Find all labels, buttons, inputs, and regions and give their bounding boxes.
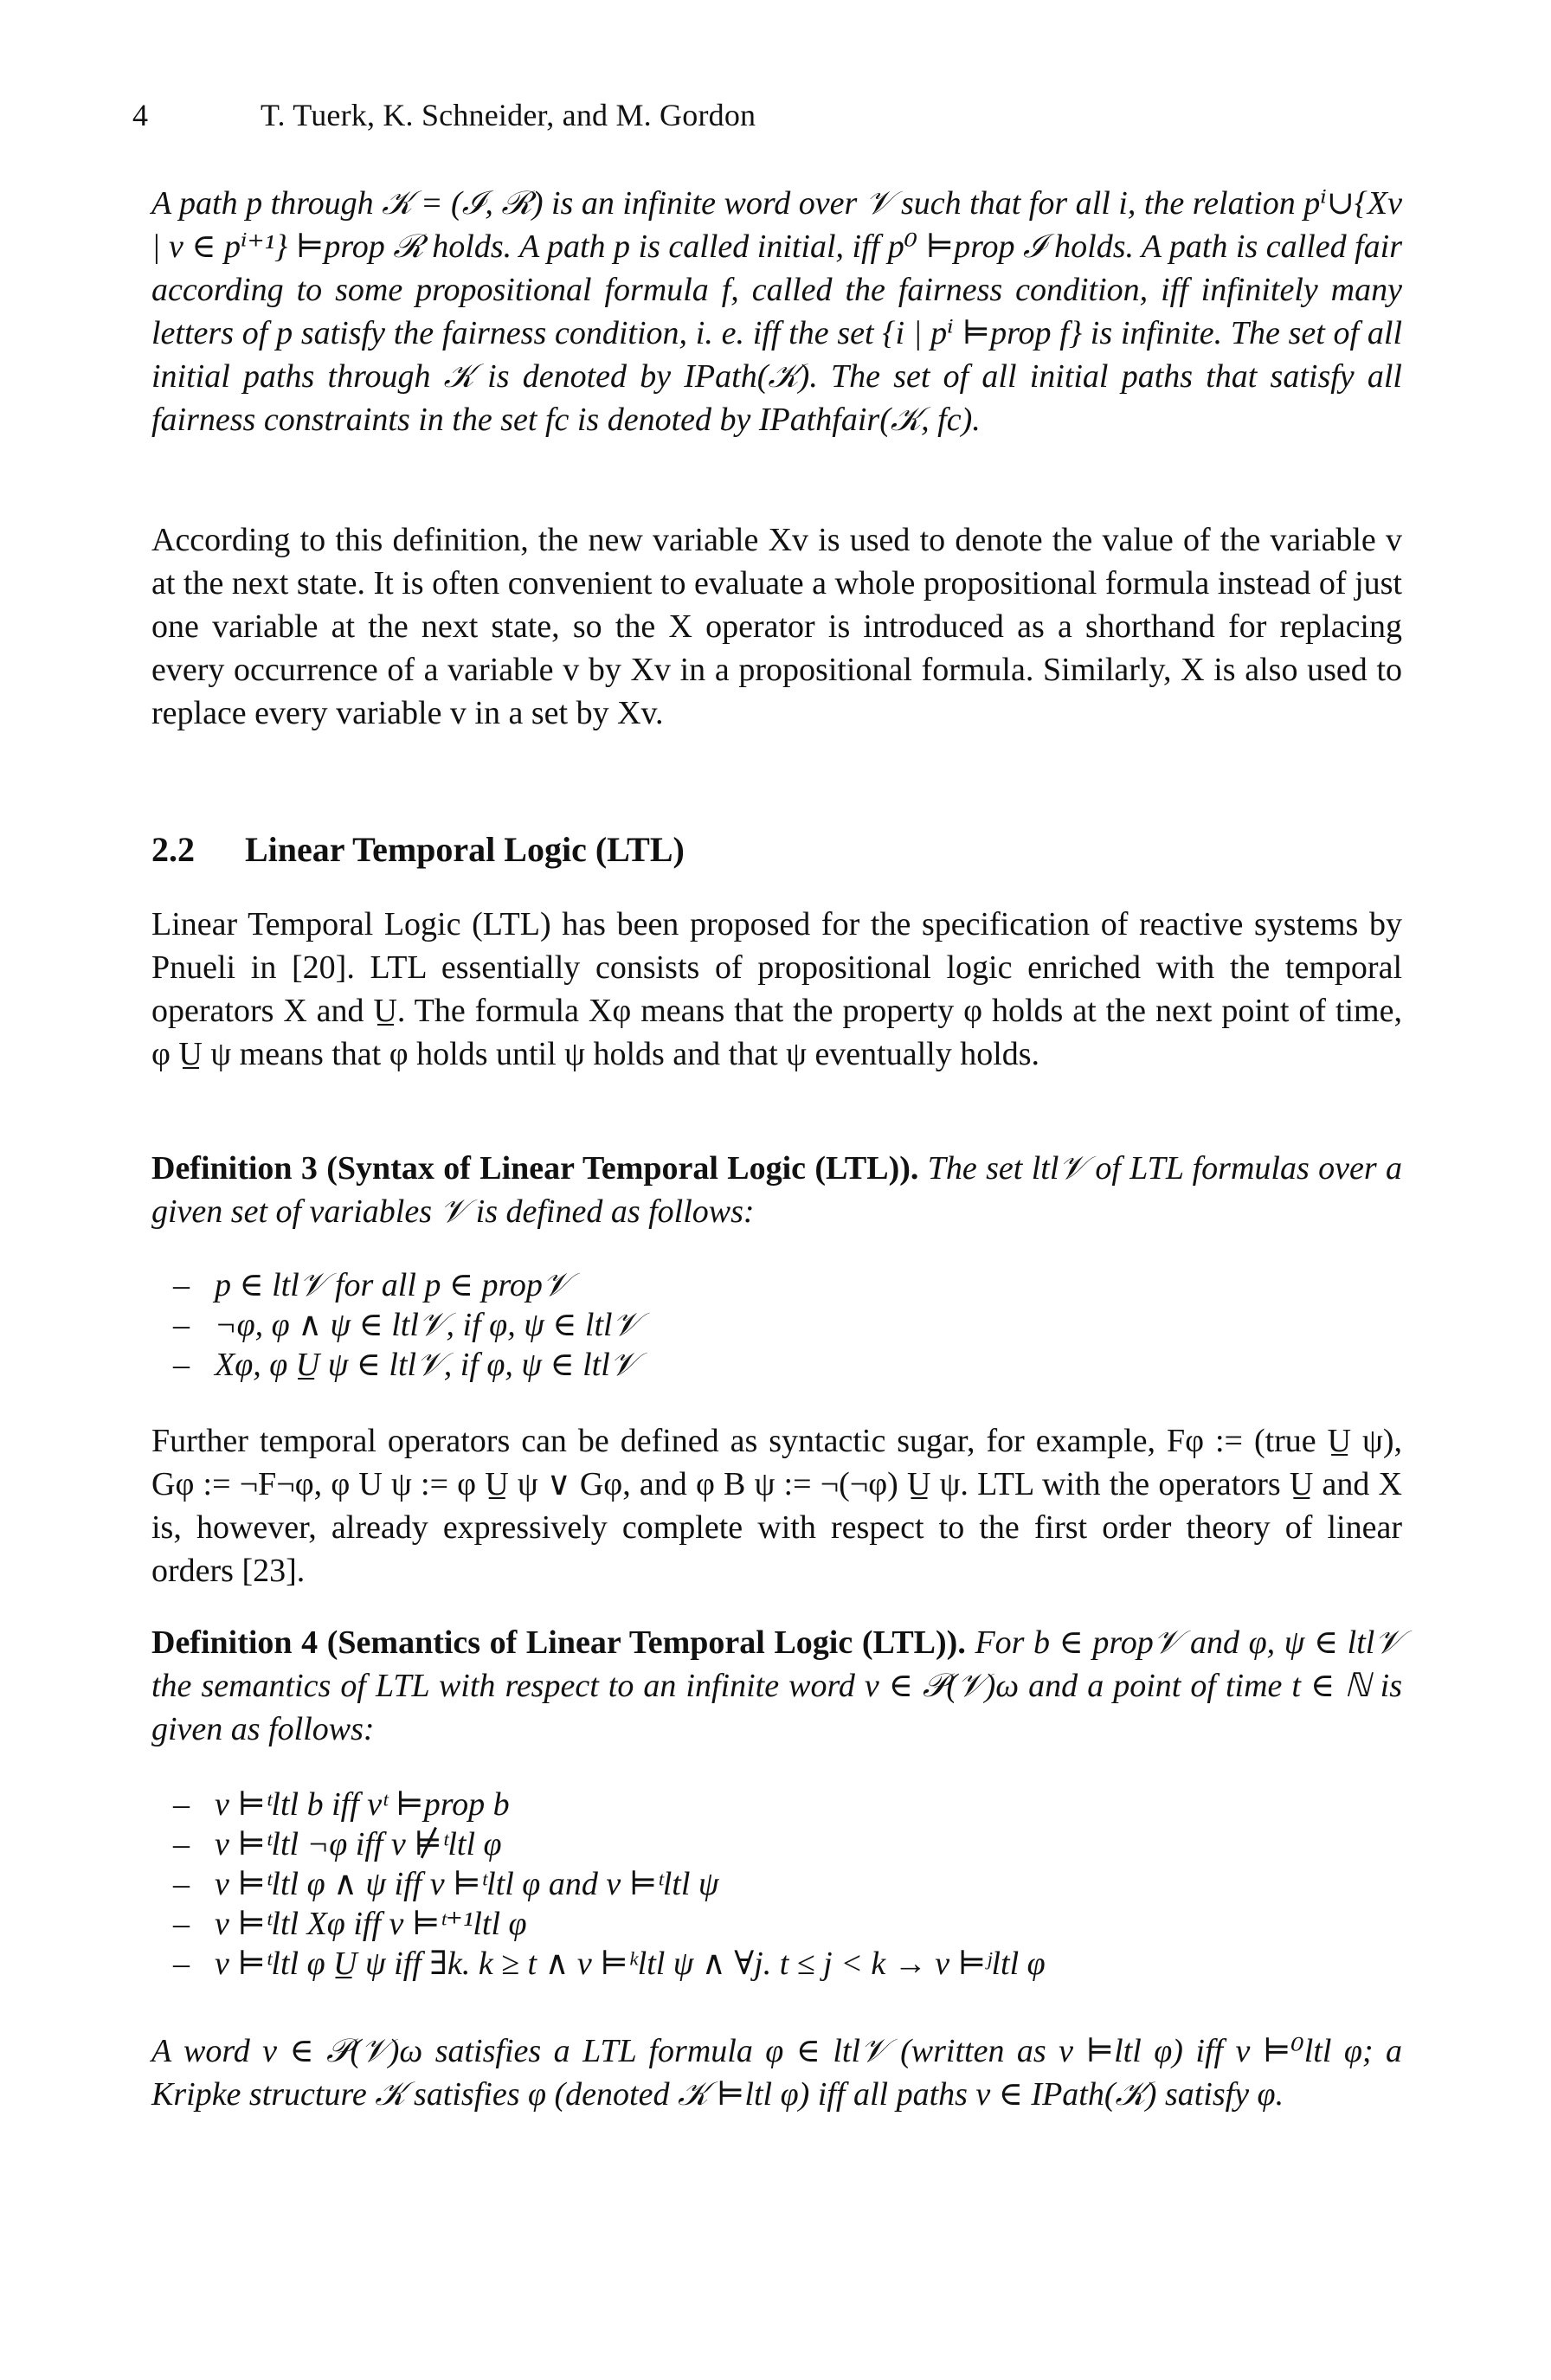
- definition-4-list: [173, 1785, 1046, 1984]
- list-item: – ¬φ, φ ∧ ψ ∈ ltl𝒱, if φ, ψ ∈ ltl𝒱: [173, 1307, 640, 1343]
- definition-3-body: The set ltl𝒱 of LTL formulas over a given set of variables 𝒱 is defined as follows:: [151, 1150, 1402, 1230]
- definition-path-text: A path p through 𝒦 = (ℐ, ℛ) is an infinite word over 𝒱 such that for all i, the relation pⁱ∪{Xv | v ∈ pⁱ⁺¹} ⊨prop ℛ holds. A path p is called initial, iff p⁰ ⊨prop ℐ holds. A path is called fair according to some propositional formula f, called the fairness condition, iff infinitely many letters of p satisfy the fairness condition, i. e. iff the set {i | pⁱ ⊨prop f} is infinite. The set of all initial paths through 𝒦 is denoted by IPath(𝒦). The set of all initial paths that satisfy all fairness constraints in the set fc is denoted by IPathfair(𝒦, fc).: [151, 185, 1402, 438]
- running-header: [132, 97, 756, 133]
- header-authors: T. Tuerk, K. Schneider, and M. Gordon: [261, 98, 756, 132]
- definition-3: [151, 1147, 1402, 1233]
- definition-4: [151, 1621, 1402, 1751]
- section-title: Linear Temporal Logic (LTL): [245, 830, 685, 869]
- list-item: – p ∈ ltl𝒱 for all p ∈ prop𝒱: [173, 1267, 570, 1303]
- page-number: 4: [132, 98, 149, 132]
- list-item: – v ⊨ᵗltl Xφ iff v ⊨ᵗ⁺¹ltl φ: [173, 1906, 527, 1942]
- paragraph-syntactic-sugar: Further temporal operators can be defined as syntactic sugar, for example, Fφ := (true U̲ ψ), Gφ := ¬F¬φ, φ U ψ := φ U̲ ψ ∨ Gφ, and φ B ψ := ¬(¬φ) U̲ ψ. LTL with the operators U̲ and X is, however, already expressively complete with respect to the first order theory of linear orders [23].: [151, 1423, 1402, 1589]
- paragraph-next-state: According to this definition, the new variable Xv is used to denote the value of the variable v at the next state. It is often convenient to evaluate a whole propositional formula instead of just one variable at the next state, so the X operator is introduced as a shorthand for replacing every occurrence of a variable v by Xv in a propositional formula. Similarly, X is also used to replace every variable v in a set by Xv.: [151, 522, 1402, 731]
- list-item: – v ⊨ᵗltl φ ∧ ψ iff v ⊨ᵗltl φ and v ⊨ᵗltl ψ: [173, 1866, 719, 1902]
- definition-3-heading: Definition 3 (Syntax of Linear Temporal Logic (LTL)).: [151, 1150, 919, 1187]
- list-item: – Xφ, φ U̲ ψ ∈ ltl𝒱, if φ, ψ ∈ ltl𝒱: [173, 1347, 638, 1383]
- definition-3-list: [173, 1265, 640, 1385]
- definition-4-heading: Definition 4 (Semantics of Linear Temporal Logic (LTL)).: [151, 1624, 966, 1661]
- list-item: – v ⊨ᵗltl φ U̲ ψ iff ∃k. k ≥ t ∧ v ⊨ᵏltl ψ ∧ ∀j. t ≤ j < k → v ⊨ʲltl φ: [173, 1946, 1046, 1982]
- definition-4-body: For b ∈ prop𝒱 and φ, ψ ∈ ltl𝒱 the semantics of LTL with respect to an infinite word v ∈ 𝒫(𝒱)ω and a point of time t ∈ ℕ is given as follows:: [151, 1624, 1402, 1747]
- paragraph-satisfaction: A word v ∈ 𝒫(𝒱)ω satisfies a LTL formula φ ∈ ltl𝒱 (written as v ⊨ltl φ) iff v ⊨⁰ltl φ; a Kripke structure 𝒦 satisfies φ (denoted 𝒦 ⊨ltl φ) iff all paths v ∈ IPath(𝒦) satisfy φ.: [151, 2033, 1402, 2113]
- list-item: – v ⊨ᵗltl b iff vᵗ ⊨prop b: [173, 1786, 510, 1823]
- section-number: 2.2: [151, 830, 195, 869]
- section-heading: [151, 829, 685, 870]
- paragraph-ltl-intro: Linear Temporal Logic (LTL) has been proposed for the specification of reactive systems by Pnueli in [20]. LTL essentially consists of propositional logic enriched with the temporal operators X and U̲. The formula Xφ means that the property φ holds at the next point of time, φ U̲ ψ means that φ holds until ψ holds and that ψ eventually holds.: [151, 906, 1402, 1072]
- list-item: – v ⊨ᵗltl ¬φ iff v ⊭ᵗltl φ: [173, 1826, 502, 1862]
